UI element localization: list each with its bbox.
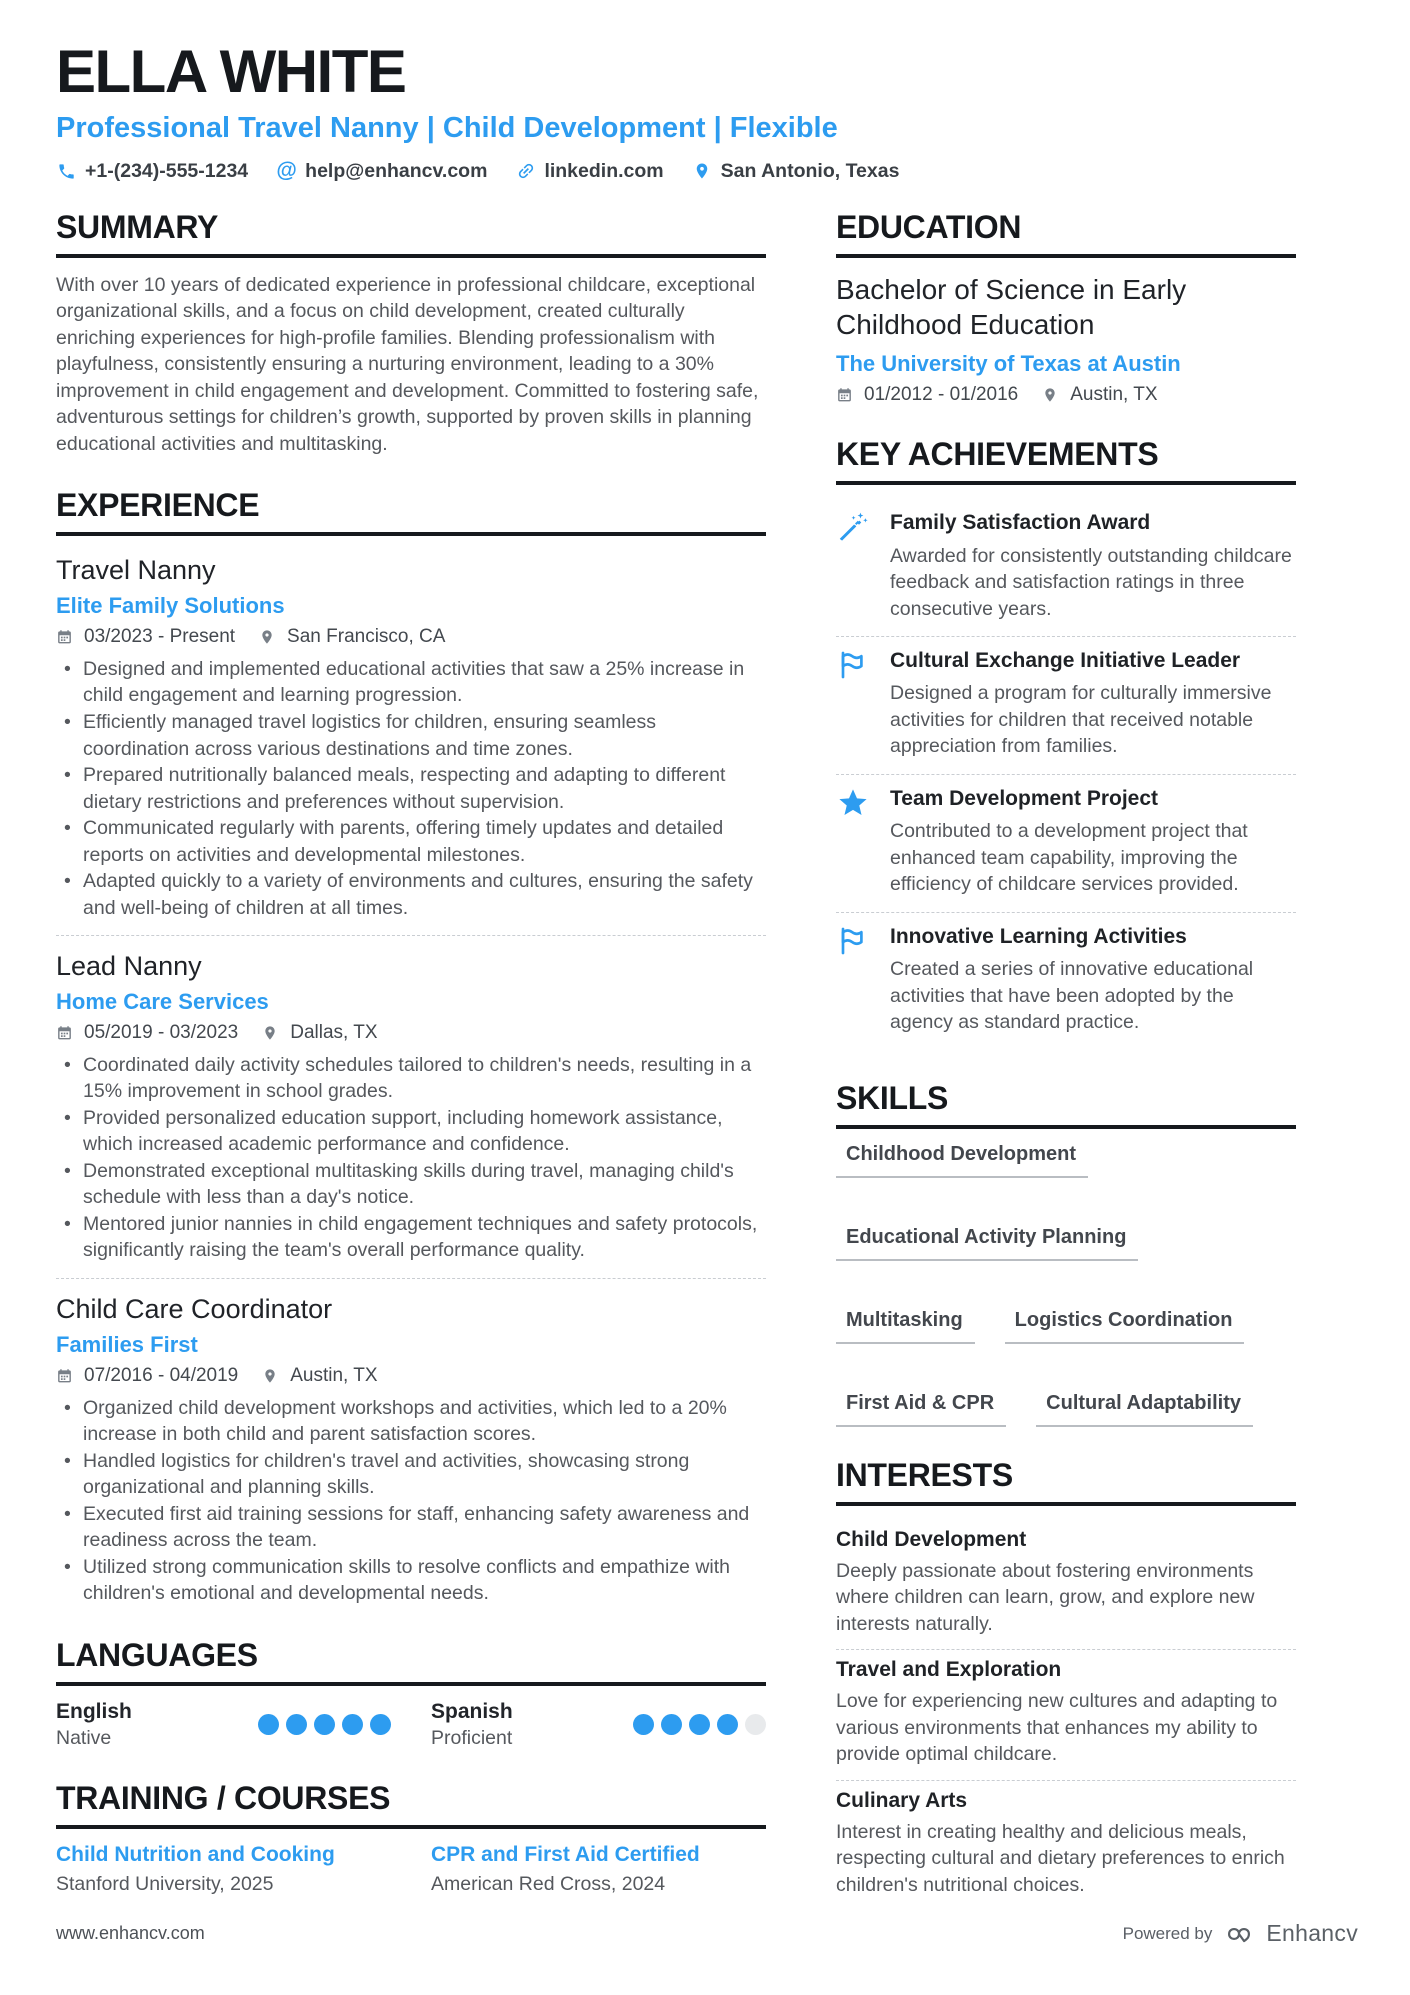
proficiency-dot	[258, 1714, 279, 1735]
proficiency-dot	[286, 1714, 307, 1735]
job-dates: 05/2019 - 03/2023	[84, 1021, 239, 1043]
left-column	[56, 209, 766, 1941]
footer-site-link[interactable]: www.enhancv.com	[56, 1923, 205, 1943]
proficiency-dot	[745, 1714, 766, 1735]
contact-email[interactable]	[276, 160, 487, 183]
education-school: The University of Texas at Austin	[836, 351, 1181, 377]
language-level: Native	[56, 1726, 112, 1749]
experience-entry	[56, 550, 766, 921]
job-bullet: • Designed and implemented educational activities that saw a 25% increase in child engagement and learning progression.	[56, 656, 766, 709]
flag-icon	[836, 923, 870, 957]
interest-text: Deeply passionate about fostering environments where children can learn, grow, and explore new interests naturally.	[836, 1559, 1255, 1635]
achievement-title: Cultural Exchange Initiative Leader	[890, 649, 1241, 673]
training-org: American Red Cross, 2024	[431, 1872, 666, 1895]
achievement-text: Designed a program for culturally immersive activities for children that received notable appreciation from families.	[890, 682, 1272, 758]
training-title: Child Nutrition and Cooking	[56, 1842, 335, 1866]
job-meta-row	[56, 1365, 766, 1387]
job-bullet: • Coordinated daily activity schedules tailored to children's needs, resulting in a 15% improvement in school grades.	[56, 1052, 766, 1105]
interests-heading: INTERESTS	[836, 1457, 1296, 1506]
contact-row	[56, 160, 1310, 183]
experience-heading: EXPERIENCE	[56, 487, 766, 536]
achievement-title: Team Development Project	[890, 786, 1159, 810]
summary-text: With over 10 years of dedicated experience in professional childcare, exceptional organizational skills, and a focus on child development, created culturally enriching experiences for high-profile families. Blending professionalism with playfulness, consistently ensuring a nurturing environment, leading to a 30% improvement in child engagement and development. Committed to fostering safe, adventurous settings for children’s growth, supported by proven skills in planning educational activities and multitasking.	[56, 273, 759, 455]
language-name: Spanish	[431, 1699, 513, 1723]
skill-item: Logistics Coordination	[1005, 1309, 1245, 1344]
job-dates: 07/2016 - 04/2019	[84, 1364, 239, 1386]
skills-heading: SKILLS	[836, 1080, 1296, 1129]
job-bullet: • Adapted quickly to a variety of environments and cultures, ensuring the safety and well-being of children at all times.	[56, 868, 766, 921]
powered-by	[1123, 1920, 1358, 1947]
candidate-headline: Professional Travel Nanny | Child Development | Flexible	[56, 111, 838, 144]
job-company: Elite Family Solutions	[56, 592, 285, 618]
link-icon	[515, 161, 536, 182]
job-bullet: • Provided personalized education support, including homework assistance, which increased academic performance and confidence.	[56, 1105, 766, 1158]
star-icon	[836, 785, 870, 819]
language-item	[431, 1700, 766, 1750]
achievement-text: Contributed to a development project that enhanced team capability, improving the efficiency of childcare services provided.	[890, 820, 1248, 896]
language-proficiency-dots	[633, 1714, 766, 1735]
job-bullet: • Communicated regularly with parents, offering timely updates and detailed reports on activities and developmental milestones.	[56, 815, 766, 868]
contact-phone[interactable]	[56, 160, 248, 183]
education-degree: Bachelor of Science in Early Childhood Education	[836, 273, 1187, 341]
skill-item: Multitasking	[836, 1309, 975, 1344]
job-title: Lead Nanny	[56, 951, 202, 982]
calendar-icon	[56, 628, 74, 646]
training-section	[56, 1780, 766, 1896]
skills-section	[836, 1080, 1296, 1427]
proficiency-dot	[342, 1714, 363, 1735]
achievement-item	[836, 774, 1296, 912]
language-item	[56, 1700, 391, 1750]
job-dates: 03/2023 - Present	[84, 625, 236, 647]
education-section	[836, 209, 1296, 407]
education-location: Austin, TX	[1070, 384, 1158, 406]
job-company: Families First	[56, 1331, 198, 1357]
job-bullets	[56, 1395, 766, 1607]
training-heading: TRAINING / COURSES	[56, 1780, 766, 1829]
powered-by-label: Powered by	[1122, 1923, 1213, 1943]
interest-title: Travel and Exploration	[836, 1658, 1062, 1682]
training-item	[431, 1843, 766, 1896]
location-pin-icon	[259, 628, 277, 646]
language-proficiency-dots	[258, 1714, 391, 1735]
skill-item: Educational Activity Planning	[836, 1226, 1138, 1261]
achievement-item	[836, 912, 1296, 1050]
enhancv-logo-icon	[1222, 1921, 1256, 1947]
achievement-text: Awarded for consistently outstanding childcare feedback and satisfaction ratings in three consecutive years.	[890, 544, 1292, 620]
interest-item	[836, 1520, 1296, 1650]
resume-header	[56, 40, 1310, 183]
job-location: Dallas, TX	[290, 1021, 378, 1043]
job-bullet: • Prepared nutritionally balanced meals, respecting and adapting to different dietary restrictions and preferences without supervision.	[56, 762, 766, 815]
education-meta-row	[836, 384, 1296, 406]
education-dates: 01/2012 - 01/2016	[864, 384, 1019, 406]
job-title: Child Care Coordinator	[56, 1293, 333, 1324]
achievement-title: Innovative Learning Activities	[890, 924, 1187, 948]
proficiency-dot	[661, 1714, 682, 1735]
achievements-section	[836, 436, 1296, 1049]
summary-section	[56, 209, 766, 458]
job-meta-row	[56, 1022, 766, 1044]
enhancv-brand-name: Enhancv	[1266, 1920, 1358, 1946]
location-pin-icon	[692, 161, 713, 182]
contact-location	[692, 160, 900, 183]
language-name: English	[56, 1699, 132, 1723]
location-pin-icon	[1042, 386, 1060, 404]
achievement-item	[836, 636, 1296, 774]
training-title: CPR and First Aid Certified	[431, 1842, 700, 1866]
right-column	[836, 209, 1296, 1941]
contact-website-text: linkedin.com	[544, 159, 664, 182]
experience-section	[56, 487, 766, 1607]
contact-website[interactable]	[515, 160, 663, 183]
job-bullet: • Utilized strong communication skills to resolve conflicts and empathize with children's emotional and developmental needs.	[56, 1554, 766, 1607]
interest-item	[836, 1649, 1296, 1780]
job-bullets	[56, 1052, 766, 1264]
calendar-icon	[836, 386, 854, 404]
skill-item: First Aid & CPR	[836, 1392, 1006, 1427]
skill-item: Cultural Adaptability	[1036, 1392, 1253, 1427]
page-footer	[56, 1920, 1358, 1947]
proficiency-dot	[314, 1714, 335, 1735]
interest-title: Culinary Arts	[836, 1788, 968, 1812]
job-bullet: • Organized child development workshops and activities, which led to a 20% increase in both child and parent satisfaction scores.	[56, 1395, 766, 1448]
location-pin-icon	[262, 1024, 280, 1042]
calendar-icon	[56, 1024, 74, 1042]
interest-item	[836, 1780, 1296, 1911]
at-icon: @	[276, 159, 297, 183]
job-bullet: • Efficiently managed travel logistics for children, ensuring seamless coordination across various destinations and time zones.	[56, 709, 766, 762]
proficiency-dot	[633, 1714, 654, 1735]
contact-location-text: San Antonio, Texas	[720, 159, 900, 182]
interests-section	[836, 1457, 1296, 1911]
job-bullet: • Handled logistics for children's travel and activities, showcasing strong organizational and planning skills.	[56, 1448, 766, 1501]
contact-phone-text: +1-(234)-555-1234	[85, 159, 249, 182]
candidate-name: ELLA WHITE	[56, 38, 406, 105]
experience-entry	[56, 1278, 766, 1607]
job-meta-row	[56, 626, 766, 648]
location-pin-icon	[262, 1367, 280, 1385]
job-bullet: • Mentored junior nannies in child engagement techniques and safety protocols, significantly raising the team's overall performance quality.	[56, 1211, 766, 1264]
phone-icon	[56, 161, 77, 182]
skill-item: Childhood Development	[836, 1143, 1088, 1178]
proficiency-dot	[370, 1714, 391, 1735]
languages-section	[56, 1637, 766, 1750]
job-bullet: • Demonstrated exceptional multitasking skills during travel, managing child's schedule with less than a day's notice.	[56, 1158, 766, 1211]
interest-text: Interest in creating healthy and delicious meals, respecting cultural and dietary preferences to enrich children's nutritional choices.	[836, 1820, 1285, 1896]
training-org: Stanford University, 2025	[56, 1872, 274, 1895]
interest-title: Child Development	[836, 1527, 1027, 1551]
proficiency-dot	[717, 1714, 738, 1735]
training-item	[56, 1843, 391, 1896]
interest-text: Love for experiencing new cultures and adapting to various environments that enhances my ability to provide optimal childcare.	[836, 1690, 1278, 1766]
job-title: Travel Nanny	[56, 555, 216, 586]
language-level: Proficient	[431, 1726, 513, 1749]
job-bullets	[56, 656, 766, 921]
proficiency-dot	[689, 1714, 710, 1735]
achievement-title: Family Satisfaction Award	[890, 511, 1151, 535]
achievement-text: Created a series of innovative educational activities that have been adopted by the agency as standard practice.	[890, 958, 1254, 1034]
languages-heading: LANGUAGES	[56, 1637, 766, 1686]
job-location: Austin, TX	[290, 1364, 378, 1386]
job-location: San Francisco, CA	[287, 625, 446, 647]
experience-entry	[56, 935, 766, 1264]
contact-email-text: help@enhancv.com	[305, 159, 488, 182]
achievements-heading: KEY ACHIEVEMENTS	[836, 436, 1296, 485]
summary-heading: SUMMARY	[56, 209, 766, 258]
job-company: Home Care Services	[56, 988, 269, 1014]
education-heading: EDUCATION	[836, 209, 1296, 258]
calendar-icon	[56, 1367, 74, 1385]
achievement-item	[836, 499, 1296, 636]
flag-icon	[836, 647, 870, 681]
job-bullet: • Executed first aid training sessions for staff, enhancing safety awareness and readiness across the team.	[56, 1501, 766, 1554]
magic-wand-icon	[836, 509, 870, 543]
